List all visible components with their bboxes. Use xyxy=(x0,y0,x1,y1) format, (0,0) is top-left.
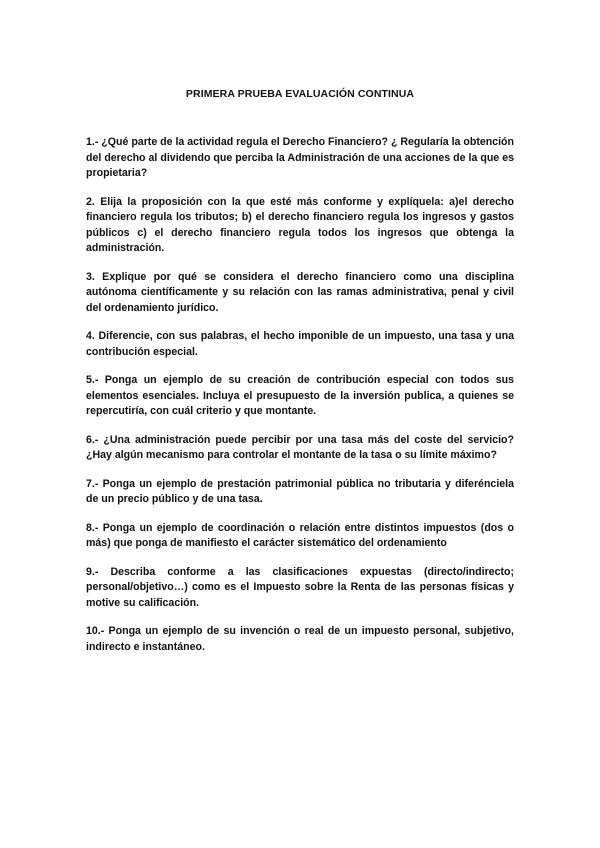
question-1: 1.- ¿Qué parte de la actividad regula el Derecho Financiero? ¿ Regularía la obtención del derecho al dividendo que perciba la Administración de una acciones de la que es propietaria? xyxy=(86,136,514,179)
question-4: 4. Diferencie, con sus palabras, el hecho imponible de un impuesto, una tasa y una contribución especial. xyxy=(86,330,514,358)
document-title: PRIMERA PRUEBA EVALUACIÓN CONTINUA xyxy=(185,88,415,100)
question-10: 10.- Ponga un ejemplo de su invención o real de un impuesto personal, subjetivo, indirecto e instantáneo. xyxy=(86,625,514,653)
question-9: 9.- Describa conforme a las clasificaciones expuestas (directo/indirecto; personal/objetivo…) como es el Impuesto sobre la Renta de las personas físicas y motive su calificación. xyxy=(86,565,514,609)
question-list xyxy=(86,135,514,668)
question-2: 2. Elija la proposición con la que esté más conforme y explíquela: a)el derecho financiero regula los tributos; b) el derecho financiero regula los ingresos y gastos públicos c) el derecho financiero regula todos los ingresos que obtenga la administración. xyxy=(86,195,514,254)
question-7: 7.- Ponga un ejemplo de prestación patrimonial pública no tributaria y diferénciela de un precio público y de una tasa. xyxy=(86,477,514,505)
question-5: 5.- Ponga un ejemplo de su creación de contribución especial con todos sus elementos esenciales. Incluya el presupuesto de la inversión publica, a quienes se repercutiría, con cuál criterio y que montante. xyxy=(86,374,514,417)
question-6: 6.- ¿Una administración puede percibir por una tasa más del coste del servicio? ¿Hay algún mecanismo para controlar el montante de la tasa o su límite máximo? xyxy=(86,433,514,461)
question-3: 3. Explique por qué se considera el derecho financiero como una disciplina autónoma científicamente y su relación con las ramas administrativa, penal y civil del ordenamiento jurídico. xyxy=(86,270,514,314)
question-8: 8.- Ponga un ejemplo de coordinación o relación entre distintos impuestos (dos o más) que ponga de manifiesto el carácter sistemático del ordenamiento xyxy=(86,521,514,549)
